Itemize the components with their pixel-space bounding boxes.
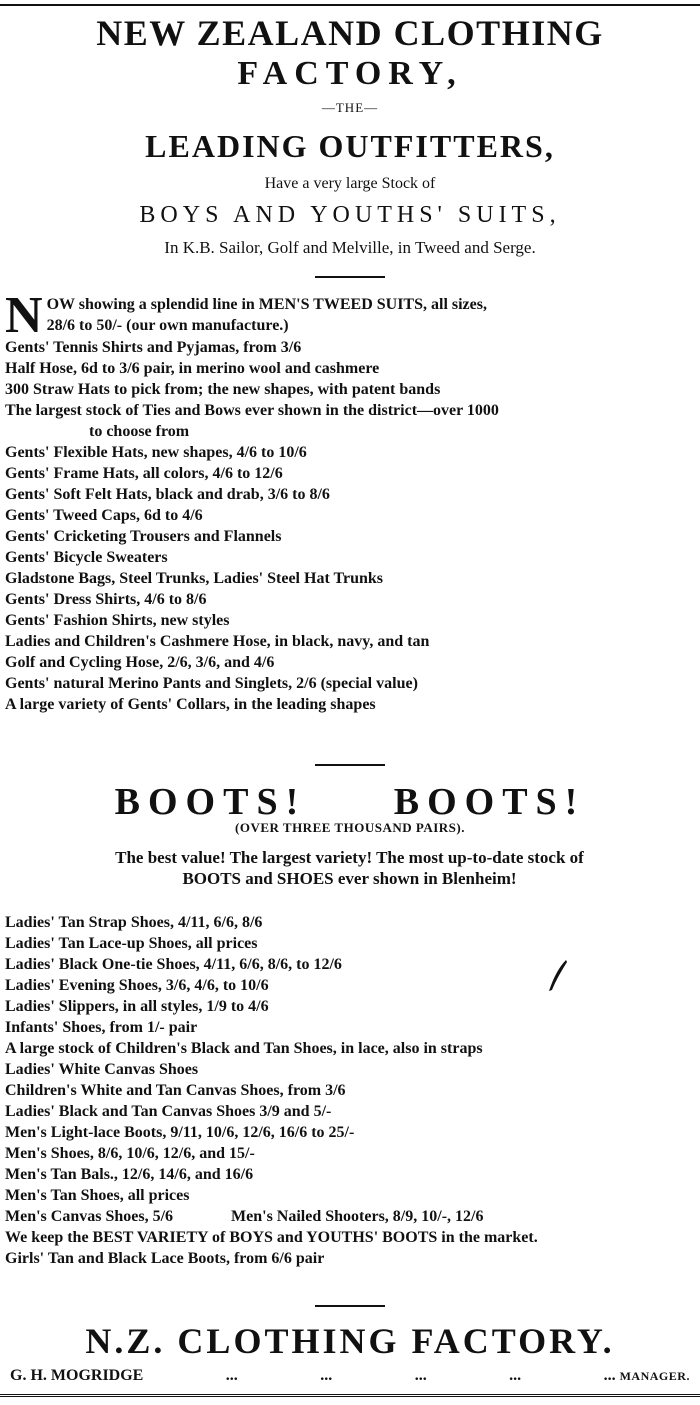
leader-dots: ... [603, 1367, 616, 1384]
list-item: Infants' Shoes, from 1/- pair [5, 1019, 198, 1036]
boots-subheading: (OVER THREE THOUSAND PAIRS). [235, 820, 465, 835]
list-item: Ladies' Tan Strap Shoes, 4/11, 6/6, 8/6 [5, 914, 263, 931]
dropcap: N [5, 294, 43, 337]
subtitle-1: Have a very large Stock of [264, 175, 436, 192]
list-item: Ladies and Children's Cashmere Hose, in black, navy, and tan [5, 633, 430, 650]
list-item: We keep the BEST VARIETY of BOYS and YOUTHS' BOOTS in the market. [5, 1229, 538, 1246]
list-item: Ladies' Slippers, in all styles, 1/9 to 4/6 [5, 998, 269, 1015]
list-item: A large stock of Children's Black and Tan Shoes, in lace, also in straps [5, 1040, 483, 1057]
list-item: Ladies' Evening Shoes, 3/6, 4/6, to 10/6 [5, 977, 269, 994]
list-item: Gents' Frame Hats, all colors, 4/6 to 12/6 [5, 465, 283, 482]
list-item: Golf and Cycling Hose, 2/6, 3/6, and 4/6 [5, 654, 275, 671]
list-item: Gents' Flexible Hats, new shapes, 4/6 to 10/6 [5, 444, 307, 461]
clothing-list [5, 294, 694, 715]
nailed-shooters-item: Men's Nailed Shooters, 8/9, 10/-, 12/6 [231, 1208, 484, 1225]
list-item: Men's Tan Shoes, all prices [5, 1187, 190, 1204]
canvas-shoes-item: Men's Canvas Shoes, 5/6 [5, 1208, 174, 1225]
list-item: Ladies' White Canvas Shoes [5, 1061, 199, 1078]
best-value-text [5, 847, 694, 889]
manager-name: G. H. MOGRIDGE [10, 1367, 144, 1384]
leader-dots: ... [320, 1367, 333, 1384]
list-item: Ladies' Black One-tie Shoes, 4/11, 6/6, 8/6, to 12/6 [5, 956, 342, 973]
list-item: Ladies' Tan Lace-up Shoes, all prices [5, 935, 258, 952]
divider [315, 276, 385, 278]
list-item: Men's Light-lace Boots, 9/11, 10/6, 12/6, 16/6 to 25/- [5, 1124, 355, 1141]
list-item: Men's Tan Bals., 12/6, 14/6, and 16/6 [5, 1166, 254, 1183]
divider [315, 764, 385, 766]
subtitle-2: In K.B. Sailor, Golf and Melville, in Tweed and Serge. [164, 238, 536, 257]
signature-line [10, 1367, 690, 1385]
best-line-1: The best value! The largest variety! The most up-to-date stock of [115, 848, 584, 867]
list-item: Children's White and Tan Canvas Shoes, from 3/6 [5, 1082, 346, 1099]
boots-list [5, 912, 694, 1269]
list-item: Girls' Tan and Black Lace Boots, from 6/6 pair [5, 1250, 325, 1267]
list-item: OW showing a splendid line in MEN'S TWEED SUITS, all sizes, [46, 296, 487, 313]
title-line-3: LEADING OUTFITTERS, [145, 128, 555, 164]
quill-mark-icon [546, 958, 570, 994]
list-item: Gents' Soft Felt Hats, black and drab, 3/6 to 8/6 [5, 486, 330, 503]
leader-dots: ... [225, 1367, 238, 1384]
list-item: Gents' Tennis Shirts and Pyjamas, from 3/6 [5, 339, 302, 356]
title-line-1: NEW ZEALAND CLOTHING [96, 13, 604, 53]
list-item: Gents' Fashion Shirts, new styles [5, 612, 230, 629]
leader-dots: ... [414, 1367, 427, 1384]
divider [315, 1305, 385, 1307]
top-rule [0, 4, 700, 6]
list-item: Gents' Tweed Caps, 6d to 4/6 [5, 507, 203, 524]
list-item: Gents' Bicycle Sweaters [5, 549, 168, 566]
list-item: Half Hose, 6d to 3/6 pair, in merino wool and cashmere [5, 360, 380, 377]
list-item: Men's Shoes, 8/6, 10/6, 12/6, and 15/- [5, 1145, 255, 1162]
list-item: 28/6 to 50/- (our own manufacture.) [46, 317, 289, 334]
title-line-4: BOYS AND YOUTHS' SUITS, [139, 202, 561, 228]
manager-role: MANAGER. [619, 1369, 690, 1383]
the-label: —THE— [321, 100, 379, 115]
footer-title: N.Z. CLOTHING FACTORY. [85, 1321, 615, 1361]
list-item: Gents' natural Merino Pants and Singlets, 2/6 (special value) [5, 675, 418, 692]
list-item: Gents' Cricketing Trousers and Flannels [5, 528, 282, 545]
boots-heading: BOOTS! BOOTS! [114, 781, 586, 823]
bottom-rule [0, 1394, 700, 1400]
list-item: A large variety of Gents' Collars, in the leading shapes [5, 696, 376, 713]
title-line-2: FACTORY, [237, 55, 463, 92]
list-item [5, 1206, 694, 1227]
leader-dots: ... [509, 1367, 522, 1384]
list-item: 300 Straw Hats to pick from; the new shapes, with patent bands [5, 381, 441, 398]
list-item: to choose from [89, 423, 190, 440]
list-item: Gents' Dress Shirts, 4/6 to 8/6 [5, 591, 207, 608]
list-item: The largest stock of Ties and Bows ever shown in the district—over 1000 [5, 402, 499, 419]
list-item: Ladies' Black and Tan Canvas Shoes 3/9 and 5/- [5, 1103, 332, 1120]
best-line-2: BOOTS and SHOES ever shown in Blenheim! [182, 869, 517, 888]
list-item: Gladstone Bags, Steel Trunks, Ladies' Steel Hat Trunks [5, 570, 383, 587]
